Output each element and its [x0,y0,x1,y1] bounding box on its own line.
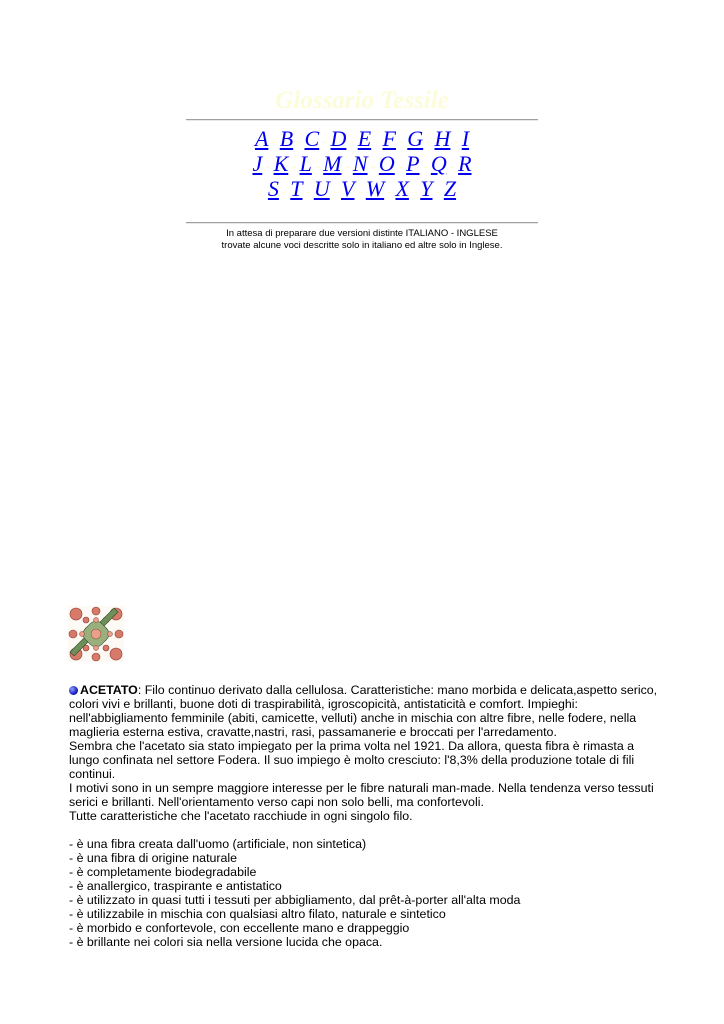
letter-link-h[interactable]: H [434,126,451,151]
list-item: - è completamente biodegradabile [69,865,257,879]
blue-bullet-icon [69,686,78,695]
list-item: - è brillante nei colori sia nella versione lucida che opaca. [69,935,383,949]
letter-link-l[interactable]: L [299,151,312,176]
letter-link-k[interactable]: K [273,151,289,176]
letter-link-e[interactable]: E [357,126,372,151]
letter-link-c[interactable]: C [304,126,320,151]
list-item: - è una fibra di origine naturale [69,851,238,865]
letter-link-f[interactable]: F [382,126,396,151]
list-item: - è una fibra creata dall'uomo (artificiale, non sintetica) [69,837,367,851]
letter-link-u[interactable]: U [313,176,330,201]
entry-definition: : Filo continuo derivato dalla cellulosa. Caratteristiche: mano morbida e delicata,aspetto serico, colori vivi e brillanti, buone doti di traspirabilità, igroscopicità, antistaticità e comfort. Impieghi: nell'abbigliamento femminile (abiti, camicette, velluti) anche in mischia con altre fibre, nelle fodere, nella maglieria esterna estiva, cravatte,nastri, rasi, passamanerie e broccati per l'arredamento. [69,683,658,739]
note-line-2: trovate alcune voci descritte solo in italiano ed altre solo in Inglese. [221,240,503,251]
letter-link-s[interactable]: S [267,176,279,201]
letter-link-r[interactable]: R [458,151,472,176]
letter-link-v[interactable]: V [341,176,355,201]
letter-link-o[interactable]: O [378,151,395,176]
language-note [186,228,538,252]
ornament-icon [68,606,124,662]
entry-paragraph-3: I motivi sono in un sempre maggiore interesse per le fibre naturali man-made. Nella tendenza verso tessuti serici e brillanti. Nell'orientamento verso capi non solo belli, ma confortevoli. [69,781,654,809]
letter-link-i[interactable]: I [461,126,470,151]
list-item: - è morbido e confortevole, con eccellente mano e drappeggio [69,921,410,935]
entry-paragraph-4: Tutte caratteristiche che l'acetato racchiude in ogni singolo filo. [69,809,413,823]
note-line-1: In attesa di preparare due versioni distinte ITALIANO - INGLESE [226,228,498,239]
bottom-divider [186,222,538,224]
entry-paragraph-2: Sembra che l'acetato sia stato impiegato per la prima volta nel 1921. Da allora, questa fibra è rimasta a lungo confinata nel settore Fodera. Il suo impiego è molto cresciuto: l'8,3% della produzione totale di fili continui. [69,739,635,781]
letter-link-y[interactable]: Y [420,176,433,201]
letter-link-d[interactable]: D [330,126,347,151]
top-divider [186,119,538,121]
list-item: - è anallergico, traspirante e antistatico [69,879,282,893]
list-item: - è utilizzabile in mischia con qualsiasi altro filato, naturale e sintetico [69,907,446,921]
letter-link-g[interactable]: G [407,126,424,151]
letter-link-x[interactable]: X [395,176,409,201]
letter-link-p[interactable]: P [406,151,420,176]
letter-link-w[interactable]: W [365,176,385,201]
letter-link-j[interactable]: J [252,151,263,176]
glossary-entry [69,683,659,949]
alphabet-row-3: S - T - U - V - W - X - Y - Z [267,176,457,201]
list-item: - è utilizzato in quasi tutti i tessuti per abbigliamento, dal prêt-à-porter all'alta moda [69,893,521,907]
letter-link-q[interactable]: Q [430,151,447,176]
letter-link-z[interactable]: Z [443,176,457,201]
letter-link-a[interactable]: A [254,126,269,151]
entry-intro [69,683,659,739]
entry-term: ACETATO [80,683,138,697]
letter-link-t[interactable]: T [290,176,303,201]
alphabet-row-2: J - K - L - M - N - O - P - Q - R [252,151,472,176]
alphabet-row-1: A - B - C - D - E - F - G - H - I [254,126,470,151]
page-title: Glossario Tessile [275,87,449,114]
letter-link-n[interactable]: N [352,151,368,176]
letter-link-m[interactable]: M [323,151,342,176]
letter-link-b[interactable]: B [279,126,294,151]
